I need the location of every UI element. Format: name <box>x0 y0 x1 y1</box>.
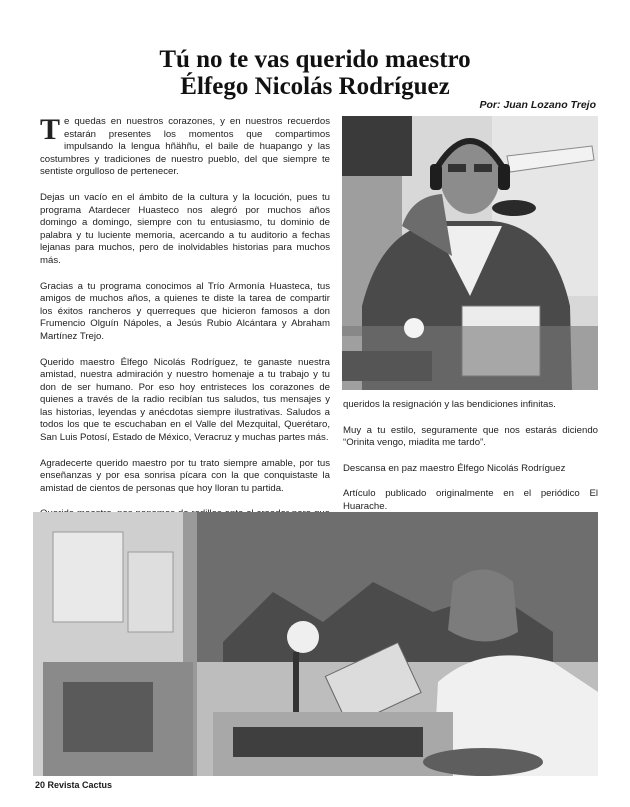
page-footer <box>35 780 112 790</box>
article-title-line-2: Élfego Nicolás Rodríguez <box>180 73 450 100</box>
radio-booth-photo <box>33 512 598 776</box>
paragraph-1: Te quedas en nuestros corazones, y en nuestros recuerdos estarán presentes los momentos que compartimos impulsando la lengua hñähñu, el baile de huapango y las costumbres y tradiciones de nuestro pueblo, del que siempre te sentiste orgulloso de pertenecer. <box>40 113 330 178</box>
magazine-name: Revista Cactus <box>47 780 113 790</box>
drop-cap: T <box>40 113 61 146</box>
paragraph-4: Querido maestro Élfego Nicolás Rodríguez, te ganaste nuestra amistad, nuestra admiración y nuestro homenaje a tu trabajo y tu don de ser humano. Por eso hoy entristeces los corazones de quienes a través de la radio recibían tus saludos, tus mensajes y las historias, leyendas y anécdotas siempre ilustrativas. Saludos a todos los que te escuchaban en el Valle del Mezquital, Querétaro, San Luis Potosí, Estado de México, Veracruz y muchas partes más. <box>40 356 330 444</box>
right-column <box>343 399 598 527</box>
page-number: 20 <box>35 780 46 790</box>
paragraph-3: Gracias a tu programa conocimos al Trío Armonía Huasteca, tus amigos de muchos años, a quienes te diste la tarea de compartir los éxitos rancheros y querreques que hicieron famosos a don Frumencio Olguín Nápoles, a Jesús Rubio Alcántara y Abraham Martínez Trejo. <box>40 280 330 342</box>
paragraph-8: Muy a tu estilo, seguramente que nos estarás diciendo “Orinita vengo, miadita me tardo”. <box>343 424 598 449</box>
paragraph-9: Descansa en paz maestro Élfego Nicolás Rodríguez <box>343 462 566 474</box>
paragraph-7: queridos la resignación y las bendiciones infinitas. <box>343 399 556 410</box>
paragraph-10: Artículo publicado originalmente en el periódico El Huarache. <box>343 488 598 512</box>
byline: Por: Juan Lozano Trejo <box>479 99 596 111</box>
paragraph-5: Agradecerte querido maestro por tu trato siempre amable, por tus enseñanzas y por esa sonrisa pícara con la que conquistaste la amistad de cientos de personas que hoy lloran tu partida. <box>40 457 330 494</box>
paragraph-2: Dejas un vacío en el ámbito de la cultura y la locución, pues tu programa Atardecer Huasteco nos alegró por muchos años domingo a domingo, siempre con tu entusiasmo, tu dominio de palabra y tu luciente memoria, acercando a tu auditorio a fechas lejanas para muchos, pero de inolvidables historias para muchos más. <box>40 191 330 266</box>
article-title-line-1: Tú no te vas querido maestro <box>159 46 471 73</box>
left-column <box>40 113 330 559</box>
radio-host-headphones-photo <box>342 116 598 390</box>
